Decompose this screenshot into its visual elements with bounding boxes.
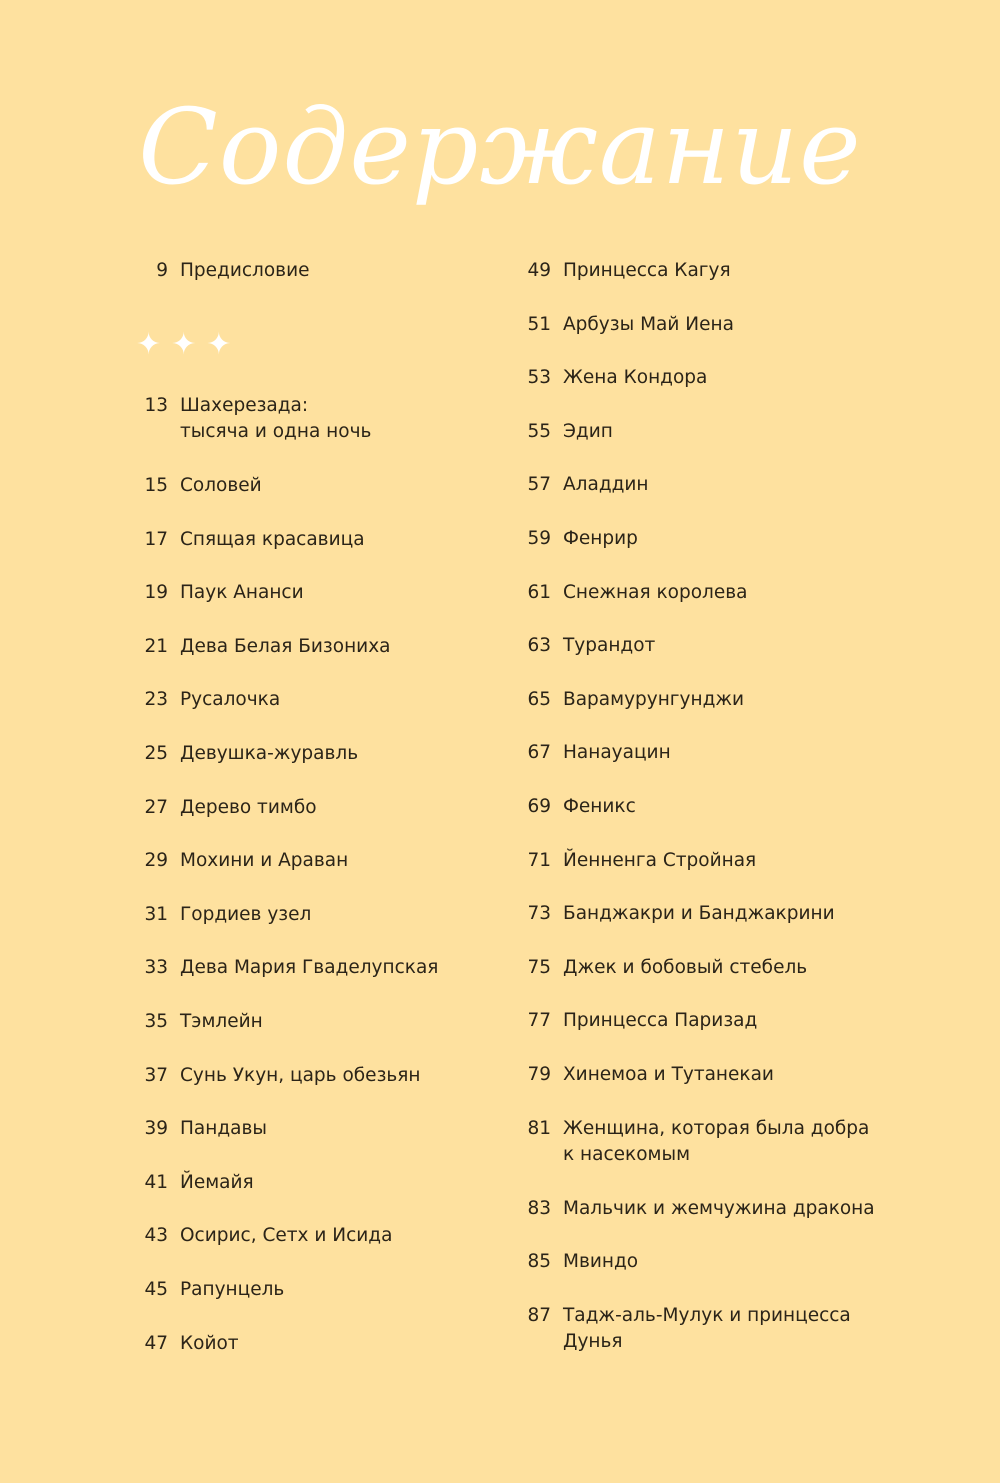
toc-entry [130, 848, 490, 902]
toc-page-number: 21 [144, 635, 168, 657]
toc-page-number: 73 [527, 903, 551, 925]
toc-left-column [130, 393, 490, 1384]
toc-page-number: 61 [527, 581, 551, 603]
toc-page-number: 67 [527, 742, 551, 764]
toc-entry-title: Жена Кондора [563, 367, 708, 389]
toc-page-number: 65 [527, 688, 551, 710]
toc-entry-title: Пандавы [180, 1118, 267, 1140]
toc-entry [513, 633, 913, 687]
toc-page-number: 33 [144, 957, 168, 979]
toc-entry-title: Предисловие [180, 260, 310, 281]
toc-entry-title: Русалочка [180, 689, 281, 711]
toc-entry-title: Спящая красавица [180, 528, 365, 550]
toc-entry [130, 258, 490, 312]
toc-entry [130, 1063, 490, 1117]
toc-entry [513, 526, 913, 580]
toc-entry-title: Фенрир [563, 527, 638, 549]
toc-entry-title: Варамурунгунджи [563, 688, 745, 710]
toc-page-number: 75 [527, 956, 551, 978]
toc-entry-title: Мохини и Араван [180, 850, 349, 872]
toc-entry-title: Принцесса Кагуя [563, 260, 731, 281]
toc-entry [513, 901, 913, 955]
toc-page-number: 81 [527, 1117, 551, 1139]
toc-entry-title: Девушка-журавль [180, 742, 359, 764]
toc-page-number: 23 [144, 689, 168, 711]
toc-entry-title: Турандот [563, 635, 656, 657]
toc-entry-title: Шахерезада: тысяча и одна ночь [180, 395, 372, 442]
toc-entry-title: Арбузы Май Иена [563, 313, 734, 335]
toc-entry-title: Гордиев узел [180, 903, 312, 925]
toc-entry-title: Йемайя [180, 1171, 254, 1193]
toc-page-number: 87 [527, 1304, 551, 1326]
toc-entry [513, 419, 913, 473]
toc-entry [130, 795, 490, 849]
toc-entry-title: Аладдин [563, 474, 649, 496]
toc-page-number: 47 [144, 1332, 168, 1354]
toc-page-number: 27 [144, 796, 168, 818]
toc-right-column [513, 258, 913, 1383]
toc-page-number: 49 [527, 260, 551, 281]
toc-page-number: 59 [527, 527, 551, 549]
toc-page-number: 57 [527, 474, 551, 496]
toc-entry-title: Йенненга Стройная [563, 849, 757, 871]
toc-entry [513, 1303, 913, 1383]
toc-page-number: 17 [144, 528, 168, 550]
toc-page-number: 41 [144, 1171, 168, 1193]
toc-entry [130, 473, 490, 527]
toc-entry-title: Сунь Укун, царь обезьян [180, 1064, 421, 1086]
toc-intro [130, 258, 490, 312]
toc-entry [513, 1249, 913, 1303]
toc-entry [513, 794, 913, 848]
toc-page-number: 35 [144, 1010, 168, 1032]
toc-entry-title: Мвиндо [563, 1251, 639, 1273]
toc-entry [513, 365, 913, 419]
toc-entry-title: Хинемоа и Тутанекаи [563, 1063, 774, 1085]
toc-entry [130, 527, 490, 581]
toc-entry [513, 1196, 913, 1250]
toc-entry [513, 1008, 913, 1062]
toc-entry-title: Соловей [180, 475, 262, 496]
toc-entry-title: Джек и бобовый стебель [563, 956, 808, 978]
toc-entry [130, 955, 490, 1009]
toc-entry-title: Тэмлейн [180, 1010, 263, 1032]
toc-page-number: 45 [144, 1278, 168, 1300]
toc-entry-title: Нанауацин [563, 742, 671, 764]
toc-entry [513, 955, 913, 1009]
toc-entry-title: Койот [180, 1332, 239, 1354]
toc-entry [513, 258, 913, 312]
toc-page-number: 63 [527, 635, 551, 657]
star-ornament-icon: ✦✦✦ [136, 327, 242, 362]
toc-page-number: 13 [144, 395, 168, 416]
toc-entry [513, 740, 913, 794]
toc-page-number: 77 [527, 1010, 551, 1032]
toc-entry [130, 902, 490, 956]
toc-entry-title: Паук Ананси [180, 582, 304, 604]
toc-entry-title: Эдип [563, 420, 613, 442]
toc-entry-title: Дева Мария Гваделупская [180, 957, 439, 979]
toc-page-number: 51 [527, 313, 551, 335]
toc-entry-title: Женщина, которая была добра к насекомым [563, 1117, 870, 1165]
toc-page-number: 69 [527, 795, 551, 817]
toc-entry-title: Феникс [563, 795, 636, 817]
toc-entry [130, 580, 490, 634]
toc-page-number: 19 [144, 582, 168, 604]
toc-page-number: 25 [144, 742, 168, 764]
toc-page-number: 43 [144, 1225, 168, 1247]
toc-entry-title: Рапунцель [180, 1278, 285, 1300]
toc-entry [513, 1062, 913, 1116]
toc-entry [130, 1331, 490, 1385]
toc-entry [130, 741, 490, 795]
toc-entry [130, 1009, 490, 1063]
toc-entry [130, 1170, 490, 1224]
toc-page-number: 9 [156, 260, 168, 281]
toc-page-number: 79 [527, 1063, 551, 1085]
toc-entry-title: Банджакри и Банджакрини [563, 903, 835, 925]
toc-page-number: 31 [144, 903, 168, 925]
toc-page-number: 71 [527, 849, 551, 871]
toc-page-number: 37 [144, 1064, 168, 1086]
toc-entry [513, 472, 913, 526]
page-title: Содержание [138, 86, 862, 208]
toc-entry-title: Принцесса Паризад [563, 1010, 758, 1032]
toc-entry [130, 1223, 490, 1277]
toc-page-number: 53 [527, 367, 551, 389]
toc-entry-title: Снежная королева [563, 581, 748, 603]
toc-entry-title: Дева Белая Бизониха [180, 635, 391, 657]
toc-entry-title: Дерево тимбо [180, 796, 317, 818]
toc-page-number: 39 [144, 1118, 168, 1140]
toc-entry [513, 848, 913, 902]
toc-entry-title: Осирис, Сетх и Исида [180, 1225, 393, 1247]
toc-page-number: 55 [527, 420, 551, 442]
toc-page-number: 29 [144, 850, 168, 872]
toc-page-number: 85 [527, 1251, 551, 1273]
toc-page-number: 83 [527, 1197, 551, 1219]
toc-entry-title: Тадж-аль-Мулук и принцесса Дунья [563, 1304, 851, 1352]
toc-entry [130, 393, 490, 473]
toc-page-number: 15 [144, 475, 168, 496]
toc-entry [130, 1116, 490, 1170]
toc-entry [130, 634, 490, 688]
toc-entry [513, 687, 913, 741]
toc-entry-title: Мальчик и жемчужина дракона [563, 1197, 875, 1219]
toc-entry [513, 580, 913, 634]
toc-entry [513, 1116, 913, 1196]
toc-entry [513, 312, 913, 366]
toc-entry [130, 1277, 490, 1331]
toc-entry [130, 687, 490, 741]
